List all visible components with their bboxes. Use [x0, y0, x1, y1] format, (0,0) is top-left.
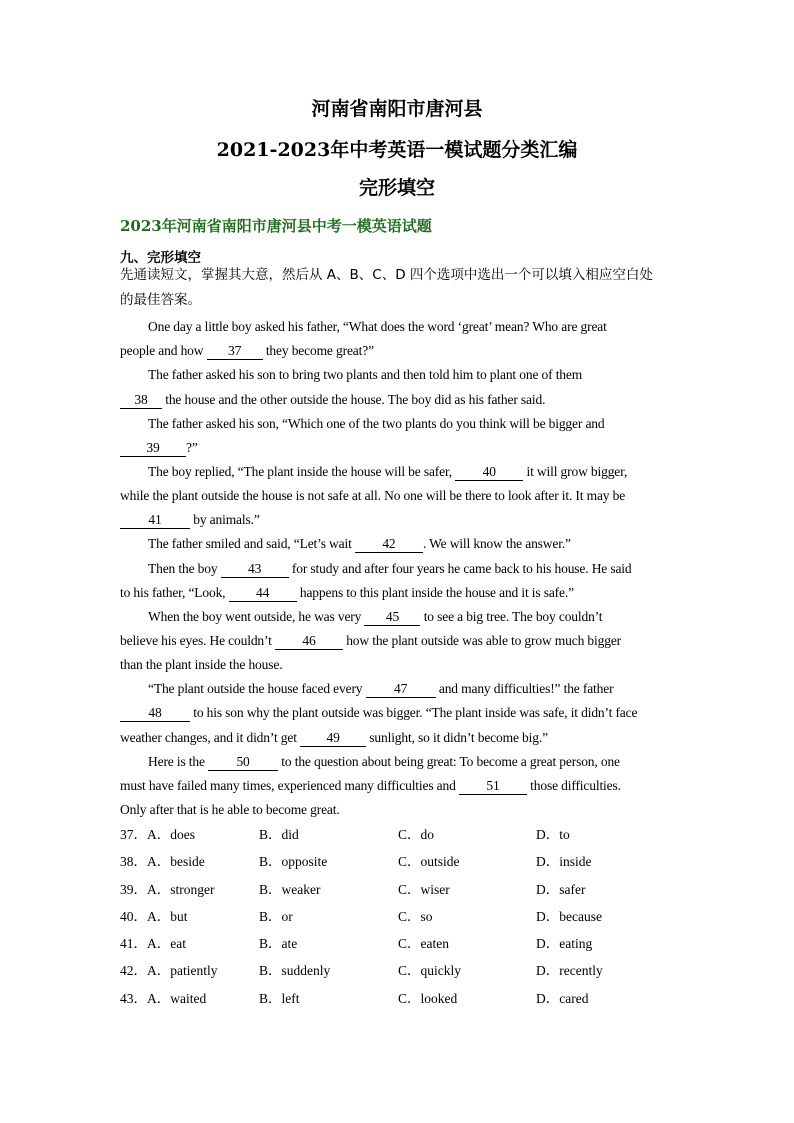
- blank-47: 47: [366, 681, 436, 698]
- option-b: B．or: [259, 909, 293, 924]
- question-options-40: [120, 907, 680, 927]
- exam-section-heading: 2023年河南省南阳市唐河县中考一模英语试题: [120, 217, 432, 235]
- option-c: C．wiser: [398, 882, 450, 897]
- document-title-collection: 2021-2023年中考英语一模试题分类汇编: [216, 139, 578, 161]
- option-c: C．quickly: [398, 963, 461, 978]
- question-options-42: [120, 961, 680, 981]
- passage-line: The father asked his son, “Which one of the two plants do you think will be bigger and: [148, 416, 605, 431]
- passage-line: weather changes, and it didn’t get 49 sunlight, so it didn’t become big.”: [120, 730, 548, 745]
- option-d: D．eating: [536, 936, 593, 951]
- blank-48: 48: [120, 705, 190, 722]
- blank-45: 45: [364, 609, 420, 626]
- blank-49: 49: [300, 730, 366, 747]
- blank-44: 44: [229, 585, 297, 602]
- blank-50: 50: [208, 754, 278, 771]
- passage-line: The father asked his son to bring two plants and then told him to plant one of them: [148, 367, 583, 382]
- option-c: C．do: [398, 827, 435, 842]
- question-options-37: [120, 825, 680, 845]
- blank-43: 43: [221, 561, 289, 578]
- option-a: 41．A．eat: [120, 936, 186, 951]
- blank-46: 46: [275, 633, 343, 650]
- passage-line: people and how 37 they become great?”: [120, 343, 374, 358]
- option-a: 38．A．beside: [120, 854, 205, 869]
- blank-51: 51: [459, 778, 527, 795]
- question-options-43: [120, 989, 680, 1009]
- passage-line: One day a little boy asked his father, “What does the word ‘great’ mean? Who are great: [148, 319, 607, 334]
- passage-line: When the boy went outside, he was very 45 to see a big tree. The boy couldn’t: [148, 609, 603, 624]
- option-a: 39．A．stronger: [120, 882, 215, 897]
- passage-line: believe his eyes. He couldn’t 46 how the plant outside was able to grow much bigger: [120, 633, 622, 648]
- blank-37: 37: [207, 343, 263, 360]
- option-c: C．eaten: [398, 936, 449, 951]
- blank-39: 39: [120, 440, 186, 457]
- passage-line: than the plant inside the house.: [120, 657, 283, 672]
- option-d: D．inside: [536, 854, 592, 869]
- option-a: 37．A．does: [120, 827, 195, 842]
- option-a: 43．A．waited: [120, 991, 207, 1006]
- passage-line: to his father, “Look, 44 happens to this plant inside the house and it is safe.”: [120, 585, 574, 600]
- option-c: C．so: [398, 909, 433, 924]
- blank-41: 41: [120, 512, 190, 529]
- passage-line: Then the boy 43 for study and after four years he came back to his house. He said: [148, 561, 632, 576]
- question-options-38: [120, 852, 680, 872]
- question-options-39: [120, 880, 680, 900]
- option-d: D．safer: [536, 882, 586, 897]
- option-d: D．to: [536, 827, 570, 842]
- document-title-region: 河南省南阳市唐河县: [311, 98, 483, 120]
- passage-line: 48 to his son why the plant outside was bigger. “The plant inside was safe, it didn’t face: [120, 703, 672, 723]
- option-c: C．looked: [398, 991, 458, 1006]
- passage-line: 41 by animals.”: [120, 510, 672, 530]
- blank-42: 42: [355, 536, 423, 553]
- option-d: D．cared: [536, 991, 589, 1006]
- document-title-topic: 完形填空: [358, 177, 435, 199]
- option-c: C．outside: [398, 854, 460, 869]
- option-b: B．weaker: [259, 882, 321, 897]
- instruction-line: 的最佳答案。: [120, 292, 201, 308]
- blank-38: 38: [120, 392, 162, 409]
- part-heading: 九、完形填空: [120, 250, 201, 266]
- passage-line: 38 the house and the other outside the house. The boy did as his father said.: [120, 390, 672, 410]
- option-b: B．suddenly: [259, 963, 331, 978]
- question-options-41: [120, 934, 680, 954]
- instruction-line: 先通读短文，掌握其大意，然后从 A、B、C、D 四个选项中选出一个可以填入相应空白处: [120, 267, 653, 283]
- passage-line: Here is the 50 to the question about being great: To become a great person, one: [148, 754, 620, 769]
- passage-line: The father smiled and said, “Let’s wait 42 . We will know the answer.”: [148, 536, 571, 551]
- option-b: B．opposite: [259, 854, 328, 869]
- passage-line: while the plant outside the house is not safe at all. No one will be there to look after it. It may be: [120, 488, 626, 503]
- passage-line: must have failed many times, experienced many difficulties and 51 those difficulties.: [120, 778, 621, 793]
- passage-line: “The plant outside the house faced every 47 and many difficulties!” the father: [148, 681, 614, 696]
- option-a: 42．A．patiently: [120, 963, 218, 978]
- passage-line: Only after that is he able to become great.: [120, 802, 340, 817]
- option-b: B．left: [259, 991, 300, 1006]
- option-d: D．recently: [536, 963, 603, 978]
- option-b: B．did: [259, 827, 299, 842]
- option-d: D．because: [536, 909, 602, 924]
- option-b: B．ate: [259, 936, 298, 951]
- option-a: 40．A．but: [120, 909, 188, 924]
- passage-line: The boy replied, “The plant inside the house will be safer, 40 it will grow bigger,: [148, 464, 628, 479]
- passage-line: 39 ?”: [120, 438, 672, 458]
- blank-40: 40: [455, 464, 523, 481]
